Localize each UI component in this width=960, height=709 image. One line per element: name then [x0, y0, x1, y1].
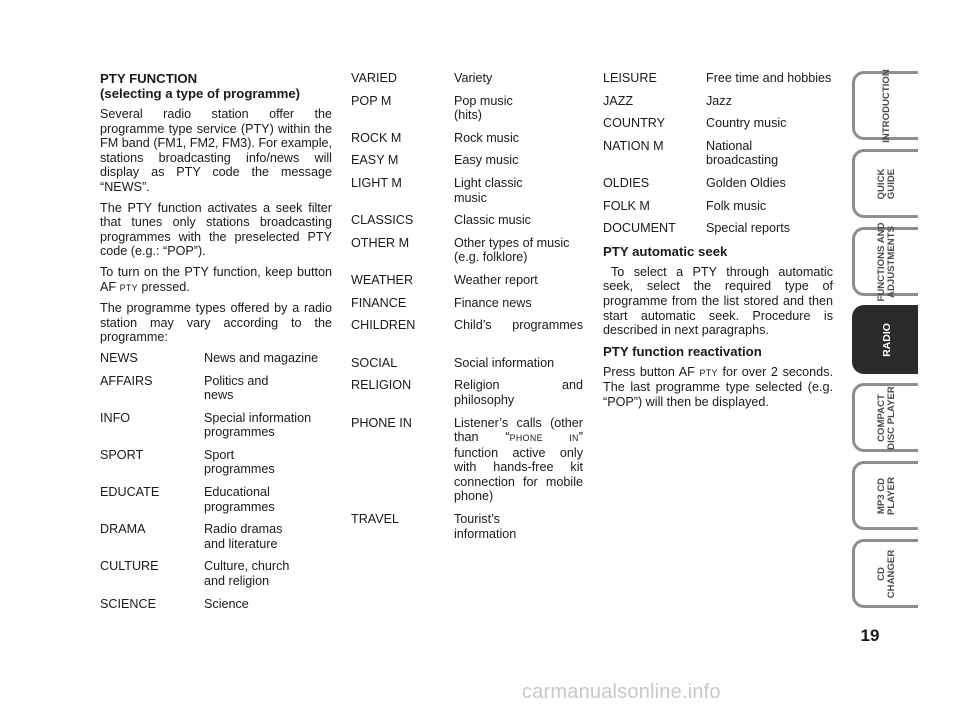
tab-label-line: DISC PLAYER [885, 385, 897, 450]
programme-type-row [351, 378, 583, 407]
programme-type-row [351, 273, 583, 288]
type-description: Light classic music [454, 175, 523, 205]
tab-label [877, 386, 897, 450]
tab-quick-guide[interactable] [852, 149, 918, 218]
programme-type-row [351, 131, 583, 146]
type-code: COUNTRY [603, 116, 666, 131]
tab-label [882, 69, 892, 143]
type-description: Social information [454, 355, 555, 370]
type-code: PHONE IN [351, 415, 412, 430]
chapter-tabs [852, 68, 918, 617]
tab-compact-disc-player[interactable] [852, 383, 918, 452]
type-description [204, 374, 332, 403]
tab-label-line: INTRODUCTION [880, 68, 892, 143]
tab-label [882, 323, 892, 357]
desc-line: Sport [204, 447, 235, 462]
programme-type-row [603, 94, 833, 109]
tab-label-line: QUICK [875, 168, 887, 199]
desc-line: and religion [204, 574, 270, 589]
tab-label-line: COMPACT [875, 393, 887, 442]
type-code: WEATHER [351, 272, 414, 287]
type-description: Special reports [706, 221, 790, 236]
type-description [204, 485, 332, 514]
type-description: Weather report [454, 272, 538, 287]
watermark: carmanualsonline.info [522, 681, 721, 703]
button-name: PTY [119, 282, 138, 293]
tab-mp3-cd-player[interactable] [852, 461, 918, 530]
programme-type-row [351, 71, 583, 86]
desc-line: Politics and [204, 373, 269, 388]
paragraph: The PTY function activates a seek filter that tunes only stations broadcasting programmes with the preselected PTY code (e.g.: “POP”). [100, 200, 332, 259]
type-description [204, 351, 332, 366]
programme-type-row [351, 416, 583, 505]
middle-column [351, 71, 583, 549]
programme-type-row [603, 71, 833, 86]
programme-type-row [351, 94, 583, 123]
tab-label-line: RADIO [880, 322, 893, 357]
tab-label [877, 476, 897, 514]
pty-seek-heading: PTY automatic seek [603, 243, 728, 259]
desc-line: programmes [204, 499, 275, 514]
programme-type-row [603, 176, 833, 191]
heading-line: (selecting a type of programme) [100, 86, 301, 101]
text: Listener’s calls (other than “ [454, 415, 583, 445]
type-description: National broadcasting [706, 138, 779, 168]
programme-type-row [351, 176, 583, 205]
desc-line: Educational [204, 485, 270, 500]
tab-label-line: CHANGER [885, 549, 897, 598]
paragraph: The programme types offered by a radio station may vary according to the programme: [100, 301, 332, 345]
type-code: DOCUMENT [603, 221, 676, 236]
text: ” function active only with hands-free kit connection for mobile phone) [454, 430, 583, 504]
type-description: Jazz [706, 93, 732, 108]
text: Press button AF [603, 364, 700, 379]
type-code: SCIENCE [100, 596, 156, 611]
type-code: FOLK M [603, 198, 650, 213]
tab-label-line: PLAYER [885, 476, 897, 515]
type-code: AFFAIRS [100, 373, 153, 388]
type-description: Folk music [706, 198, 767, 213]
heading-line: PTY FUNCTION [100, 71, 198, 86]
programme-type-row [100, 374, 332, 403]
text: for over 2 seconds. The last programme type selected (e.g. “POP”) will then be displayed. [603, 364, 833, 409]
type-code: NEWS [100, 350, 138, 365]
type-description [454, 416, 583, 505]
tab-radio[interactable] [852, 305, 918, 374]
type-code: TRAVEL [351, 512, 400, 527]
programme-type-row [351, 153, 583, 168]
paragraph [603, 365, 833, 410]
tab-functions-and-adjustments[interactable] [852, 221, 918, 302]
type-code: NATION M [603, 138, 664, 153]
tab-label [877, 222, 897, 301]
tab-label-line: MP3 CD [875, 477, 887, 514]
programme-type-row [603, 221, 833, 236]
type-code: RELIGION [351, 378, 412, 393]
type-description: Other types of music (e.g. folklore) [454, 235, 570, 265]
programme-type-row [351, 512, 583, 541]
desc-line: news [204, 388, 234, 403]
type-description: Child’s programmes [454, 318, 583, 333]
text: To turn on the PTY function, keep button AF [100, 264, 332, 294]
type-description: Classic music [454, 213, 531, 228]
programme-type-row [100, 448, 332, 477]
pty-reactivation-heading: PTY function reactivation [603, 343, 762, 359]
type-description: Variety [454, 71, 493, 85]
programme-type-row [351, 318, 583, 333]
type-code: CHILDREN [351, 318, 416, 333]
programme-type-row [351, 236, 583, 265]
programme-type-row [603, 116, 833, 131]
tab-label-line: CD [875, 566, 887, 581]
desc-line: Special information [204, 410, 312, 425]
type-code: INFO [100, 410, 131, 425]
button-name: PTY [699, 367, 718, 378]
programme-type-row [100, 522, 332, 551]
right-column [603, 71, 833, 416]
desc-line: and literature [204, 536, 278, 551]
type-description: Easy music [454, 153, 519, 168]
type-description: Golden Oldies [706, 175, 786, 190]
type-code: LEISURE [603, 71, 657, 85]
programme-type-row [100, 351, 332, 366]
type-description: Free time and hobbies [706, 71, 832, 85]
page-number: 19 [860, 626, 880, 645]
programme-type-list [100, 351, 332, 611]
tab-introduction[interactable] [852, 68, 918, 143]
programme-type-row [603, 199, 833, 214]
tab-label-line: ADJUSTMENTS [885, 225, 897, 298]
type-code: EDUCATE [100, 485, 160, 500]
paragraph: Several radio station offer the programme type service (PTY) within the FM band (FM1, FM2, FM3). For example, stations broadcasting info/news will display as PTY code the message “NEWS”. [100, 107, 332, 194]
programme-type-row [100, 485, 332, 514]
type-code: LIGHT M [351, 175, 402, 190]
programme-type-row [100, 411, 332, 440]
type-description: Tourist’s information [454, 512, 517, 541]
type-description [204, 411, 332, 440]
desc-line: Science [204, 596, 249, 611]
programme-type-row [100, 597, 332, 612]
type-code: POP M [351, 93, 392, 108]
desc-line: Radio dramas [204, 522, 283, 537]
desc-line: News and magazine [204, 350, 319, 365]
tab-cd-changer[interactable] [852, 539, 918, 608]
type-code: CLASSICS [351, 213, 414, 228]
type-code: OLDIES [603, 175, 650, 190]
pty-function-heading [100, 71, 332, 101]
type-code: OTHER M [351, 235, 410, 250]
left-column [100, 71, 332, 619]
type-code: VARIED [351, 71, 397, 85]
programme-type-row [351, 213, 583, 228]
type-code: EASY M [351, 153, 399, 168]
programme-type-row [351, 356, 583, 371]
type-description: Finance news [454, 295, 532, 310]
paragraph [100, 265, 332, 295]
text: pressed. [137, 279, 190, 294]
programme-type-row [603, 139, 833, 168]
desc-line: programmes [204, 425, 275, 440]
type-code: SOCIAL [351, 355, 398, 370]
type-description: Country music [706, 116, 787, 131]
tab-label [877, 549, 897, 598]
type-description [204, 522, 332, 551]
type-description [204, 559, 332, 588]
type-description: Rock music [454, 130, 520, 145]
paragraph: To select a PTY through automatic seek, select the required type of programme from the list stored and then start automatic seek. Procedure is described in next paragraphs. [603, 264, 833, 338]
type-description [204, 597, 332, 612]
tab-label [877, 168, 897, 199]
programme-type-row [100, 559, 332, 588]
type-code: JAZZ [603, 93, 634, 108]
programme-type-row [351, 296, 583, 311]
type-code: SPORT [100, 447, 144, 462]
type-description: Religion and philosophy [454, 378, 583, 407]
tab-label-line: FUNCTIONS AND [875, 221, 887, 302]
desc-line: programmes [204, 462, 275, 477]
type-code: FINANCE [351, 295, 407, 310]
function-name: PHONE IN [509, 433, 579, 444]
type-code: ROCK M [351, 130, 402, 145]
tab-label-line: GUIDE [885, 168, 897, 199]
type-code: CULTURE [100, 559, 159, 574]
type-description: Pop music (hits) [454, 93, 513, 123]
type-description [204, 448, 332, 477]
type-code: DRAMA [100, 522, 146, 537]
desc-line: Culture, church [204, 559, 290, 574]
